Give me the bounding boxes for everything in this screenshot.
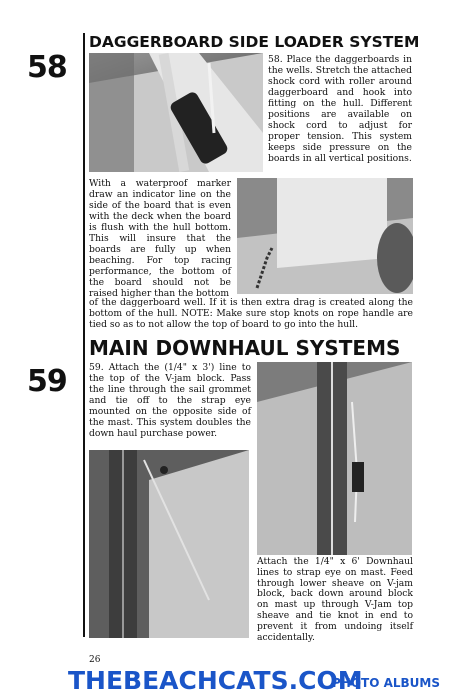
section-heading-58: DAGGERBOARD SIDE LOADER SYSTEM xyxy=(89,33,420,51)
watermark-suffix: PHOTO ALBUMS xyxy=(332,676,441,690)
downhaul-photo-left xyxy=(89,450,249,638)
section-59-text-left: 59. Attach the (1/4" x 3') line to the top of the V-jam block. Pass the line through the sail grommet and tie off to the strap eye mounted on the opposite side of the mast. This system doubles the down haul purchase power. xyxy=(89,362,251,439)
daggerboard-photo-1 xyxy=(89,53,263,172)
vertical-rule xyxy=(83,33,85,637)
section-58-text-full: of the daggerboard well. If it is then extra drag is created along the bottom of the hull. NOTE: Make sure stop knots on rope handle are tied so as to not allow the top of board to go into the hull. xyxy=(89,297,413,330)
section-heading-59: MAIN DOWNHAUL SYSTEMS xyxy=(89,336,401,360)
watermark-brand: THEBEACHCATS.COM xyxy=(68,666,363,695)
section-58-text-left: With a waterproof marker draw an indicator line on the side of the board that is even with the deck when the board is flush with the hull bottom. This will insure that the boards are fully up when beaching. For top racing performance, the bottom of the board should not be raised higher than the bottom xyxy=(89,178,231,299)
downhaul-photo-right xyxy=(257,362,412,555)
section-59-text-bottom-right: Attach the 1/4" x 6' Downhaul lines to strap eye on mast. Feed through lower sheave on V-jam block, back down around block on mast up through V-Jam top sheave and tie knot in end to prevent it from undoing itself accidentally. xyxy=(257,556,413,643)
section-number-58: 58 xyxy=(27,50,67,85)
page-number: 26 xyxy=(89,655,101,665)
section-number-59: 59 xyxy=(27,364,67,399)
daggerboard-photo-2 xyxy=(237,178,413,294)
section-58-text-right: 58. Place the daggerboards in the wells. Stretch the attached shock cord with roller around daggerboard and hook into fitting on the hull. Different positions are available on shock cord to adjust for proper tension. This system keeps side pressure on the boards in all vertical positions. xyxy=(268,54,412,164)
